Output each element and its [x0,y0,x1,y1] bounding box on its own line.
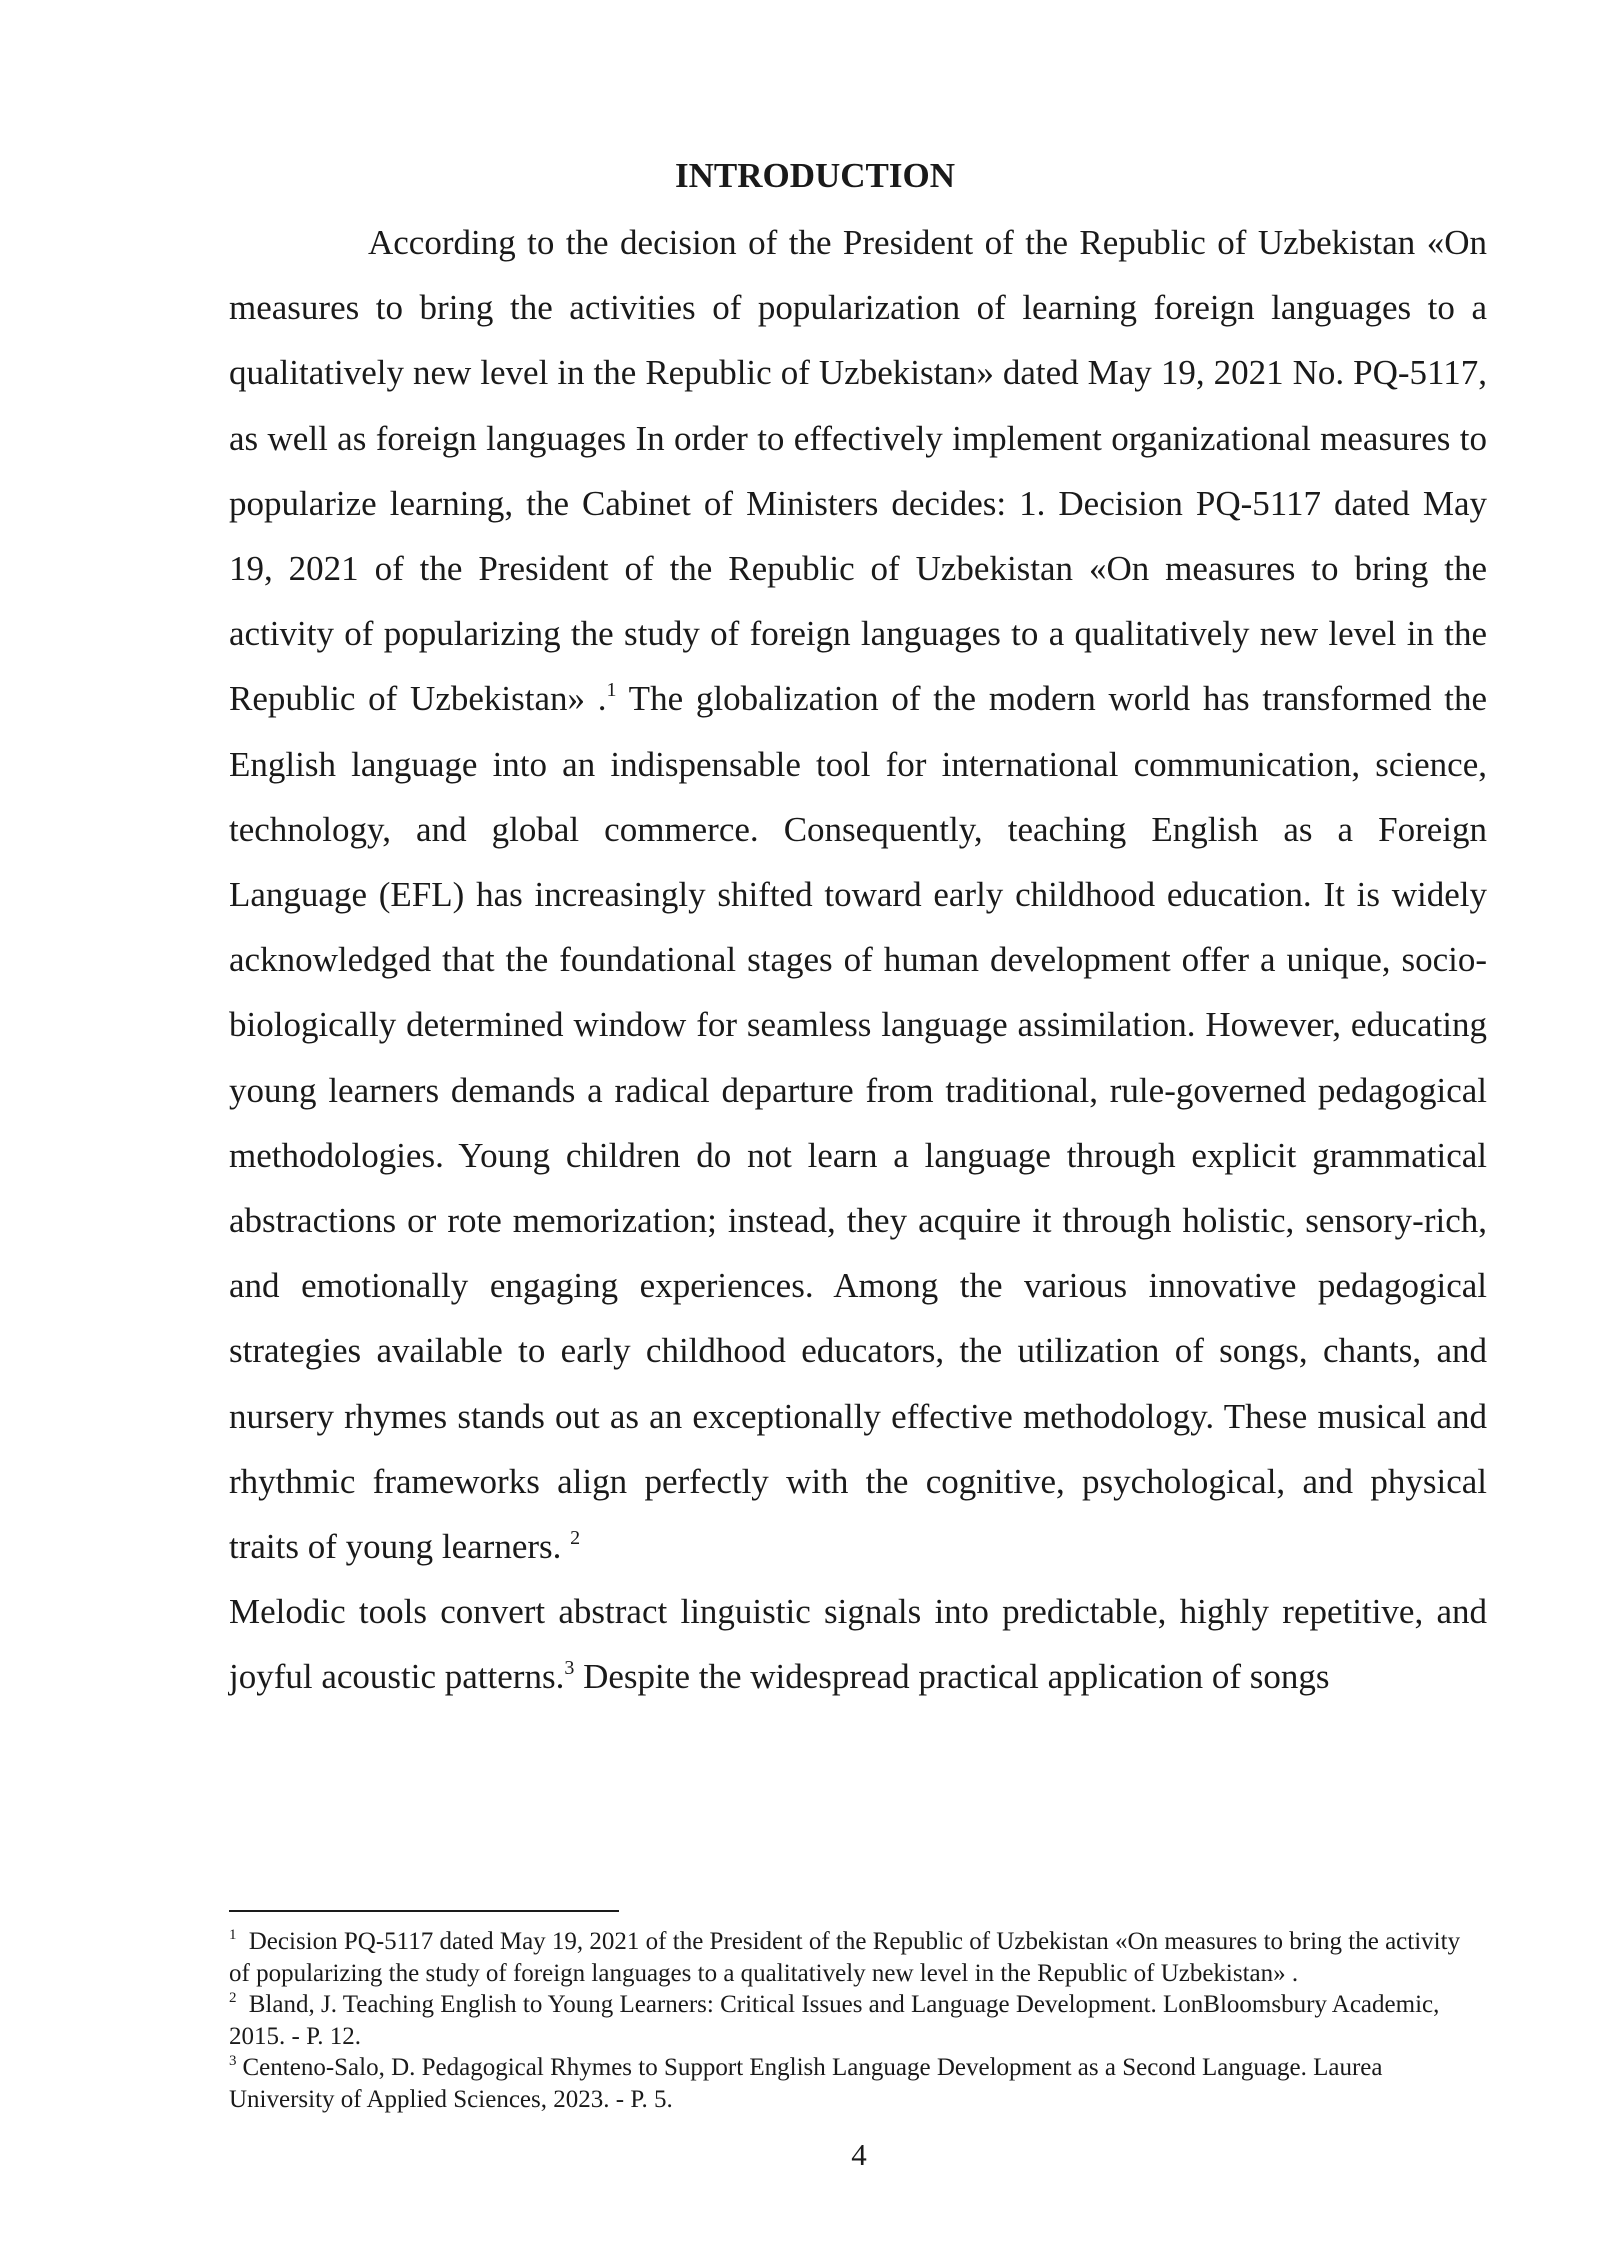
footnote-ref-3[interactable]: 3 [564,1657,575,1680]
footnote-number: 1 [229,1927,237,1943]
footnotes [229,1926,1487,2115]
footnote-ref-1[interactable]: 1 [606,679,617,702]
paragraph-2-text-b: Despite the widespread practical application of songs [574,1657,1330,1697]
footnote-1 [229,1926,1487,1989]
footnote-text: Centeno-Salo, D. Pedagogical Rhymes to Support English Language Development as a Second Language. Laurea University of Applied Sciences, 2023. - P. 5. [229,2054,1383,2113]
footnote-number: 3 [229,2053,237,2069]
paragraph-1 [229,210,1487,1579]
footnote-text: Bland, J. Teaching English to Young Learners: Critical Issues and Language Development. LonBloomsbury Academic, 2015. - P. 12. [229,1991,1440,2050]
paragraph-1-text-a: According to the decision of the President of the Republic of Uzbekistan «On measures to bring the activities of popularization of learning foreign languages to a qualitatively new level in the Republic of Uzbekistan» dated May 19, 2021 No. PQ-5117, as well as foreign languages In order to effectively implement organizational measures to popularize learning, the Cabinet of Ministers decides: 1. Decision PQ-5117 dated May 19, 2021 of the President of the Republic of Uzbekistan «On measures to bring the activity of popularizing the study of foreign languages to a qualitatively new level in the Republic of Uzbekistan» . [229,223,1487,719]
section-heading: INTRODUCTION [674,156,956,195]
paragraph-2-text-a: Melodic tools convert abstract linguistic signals into predictable, highly repetitive, and joyful acoustic patterns. [229,1592,1487,1697]
footnote-ref-2[interactable]: 2 [570,1527,581,1550]
body-text [229,210,1487,1710]
footnote-number: 2 [229,1990,237,2006]
page-number: 4 [851,2137,867,2172]
footnote-2 [229,1989,1487,2052]
paragraph-2 [229,1579,1487,1709]
footnote-text: Decision PQ-5117 dated May 19, 2021 of the President of the Republic of Uzbekistan «On measures to bring the activity of popularizing the study of foreign languages to a qualitatively new level in the Republic of Uzbekistan» . [229,1928,1461,1987]
footnote-separator [229,1910,619,1912]
footnote-3 [229,2052,1487,2115]
paragraph-1-text-b: The globalization of the modern world has transformed the English language into an indispensable tool for international communication, science, technology, and global commerce. Consequently, teaching English as a Foreign Language (EFL) has increasingly shifted toward early childhood education. It is widely acknowledged that the foundational stages of human development offer a unique, socio-biologically determined window for seamless language assimilation. However, educating young learners demands a radical departure from traditional, rule-governed pedagogical methodologies. Young children do not learn a language through explicit grammatical abstractions or rote memorization; instead, they acquire it through holistic, sensory-rich, and emotionally engaging experiences. Among the various innovative pedagogical strategies available to early childhood educators, the utilization of songs, chants, and nursery rhymes stands out as an exceptionally effective methodology. These musical and rhythmic frameworks align perfectly with the cognitive, psychological, and physical traits of young learners. [229,679,1488,1567]
